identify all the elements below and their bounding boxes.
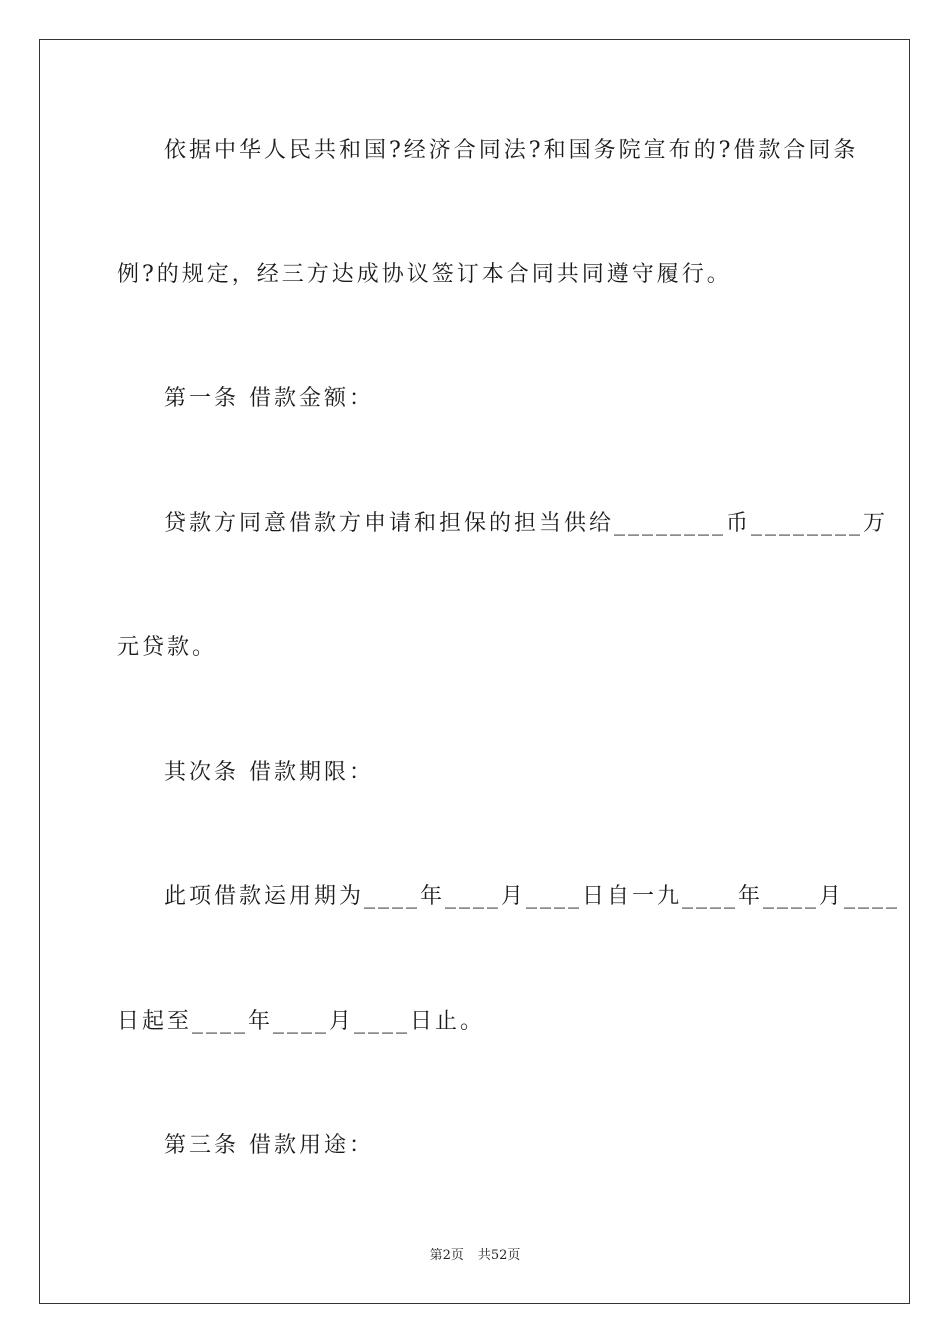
paragraph-line-5: 元贷款。	[117, 635, 218, 660]
paragraph-line-1: 依据中华人民共和国?经济合同法?和国务院宣布的?借款合同条	[164, 138, 859, 163]
page-number: 第2页	[429, 1248, 464, 1263]
paragraph-line-7: 此项借款运用期为____年____月____日自一九____年____月____	[164, 884, 901, 909]
paragraph-line-8: 日起至____年____月____日止。	[117, 1009, 486, 1034]
total-pages: 共52页	[477, 1248, 521, 1263]
article-1-heading: 第一条 借款金额：	[164, 386, 374, 411]
article-3-heading: 第三条 借款用途：	[164, 1133, 374, 1158]
page-footer	[0, 1247, 950, 1265]
paragraph-line-2: 例?的规定，经三方达成协议签订本合同共同遵守履行。	[117, 262, 732, 287]
article-2-heading: 其次条 借款期限：	[164, 760, 374, 785]
paragraph-line-4: 贷款方同意借款方申请和担保的担当供给________币________万	[164, 511, 889, 536]
page-border	[39, 39, 910, 1304]
